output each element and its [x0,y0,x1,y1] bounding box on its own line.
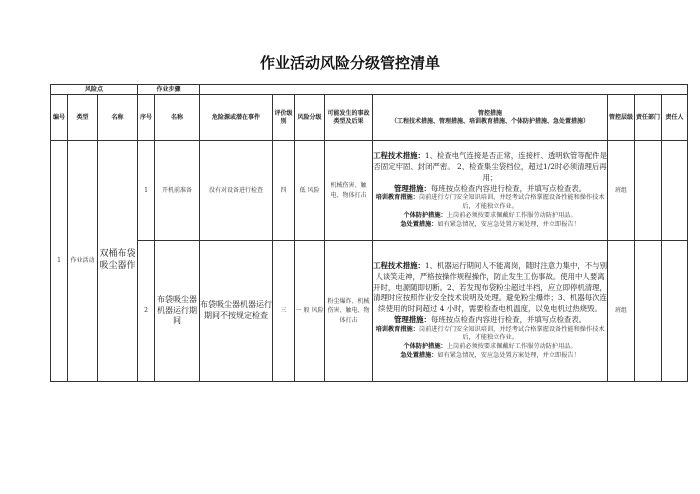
cell-person [662,241,688,382]
cell-step-name: 开机前准备 [155,141,200,241]
header-blank [200,85,688,95]
cell-controls [373,141,608,241]
cell-control-level: 班组 [608,141,635,241]
cell-step-name: 布袋吸尘器机器运行期间 [155,241,200,382]
cell-eval-level: 四 [273,141,295,241]
header-eval-level: 评价级别 [273,95,295,141]
header-step-name: 名称 [155,95,200,141]
header-accident: 可能发生的事故类型及后果 [325,95,373,141]
cell-risk-level: 低 风险 [295,141,325,241]
control-item: 急处置措施：如有紧急情况，安应急处置方案处理，并立即报告！ [400,352,580,359]
cell-hazard: 没有对设备进行检查 [200,141,273,241]
header-risk-level: 风险分级 [295,95,325,141]
risk-control-table [50,84,688,382]
control-item: 管理措施：每班按点检查内容进行检查，并填写点检查表。 [393,183,587,193]
table-row [51,141,688,241]
header-name: 名称 [98,95,138,141]
cell-person [662,141,688,241]
header-control-title: 管控措施 [478,109,503,117]
cell-group-type: 作业活动 [68,141,98,382]
cell-hazard: 布袋吸尘器机器运行期间不按规定检查 [200,241,273,382]
header-person: 责任人 [662,95,688,141]
header-dept: 责任部门 [635,95,662,141]
control-item: 个体防护措施：上岗前必须按要求佩戴好工作服劳动防护用品。 [403,343,577,351]
header-no: 编号 [51,95,68,141]
control-item: 个体防护措施：上岗前必须按要求佩戴好工作服劳动防护用品。 [403,211,577,219]
header-control [373,95,608,141]
cell-accident: 机械伤害、触电、物体打击 [325,141,373,241]
table-row [51,241,688,382]
cell-group-name: 双桶布袋吸尘器作 [98,141,138,382]
cell-dept [635,241,662,382]
page-title: 作业活动风险分级管控清单 [259,54,440,72]
cell-group-no: 1 [51,141,68,382]
control-item: 管理措施：每班按点检查内容进行检查，并填写点检查表。 [393,314,587,324]
control-item: 工程技术措施：1、检查电气连接是否正常，连接杆、透明软管等配件是否固定牢固、封闭严密。 2、检查集尘袋档位，超过1/2时必须清理后再用； [373,151,607,182]
control-item: 培训教育措施：岗前进行专门安全知识培训，并经考试合格掌握设备性能和操作技术后，才能独立作业。 [375,325,605,342]
control-item: 培训教育措施：岗前进行专门安全知识培训，并经考试合格掌握设备性能和操作技术后，才能独立作业。 [375,194,605,211]
cell-seq: 2 [138,241,155,382]
cell-eval-level: 三 [273,241,295,382]
header-risk-point: 风险点 [51,85,138,95]
header-seq: 序号 [138,95,155,141]
cell-dept [635,141,662,241]
header-hazard: 危险源或潜在事件 [200,95,273,141]
header-work-step: 作业步骤 [138,85,200,95]
control-item: 工程技术措施：1、机器运行期间人不能离岗，随时注意力集中，不与别人谈笑走神，严格按操作规程操作，防止发生工伤事故。使用中人要离开时，电源随即切断。2、若发现布袋粉尘超过半档，应立即停机清理，清理时应按照作业安全技术说明及处理。避免粉尘爆炸；3、机器每次连续使用的时间超过 4 小时，需要检查电机温度，以免电机过热烧毁。 [373,261,607,314]
header-type: 类型 [68,95,98,141]
control-item: 急处置措施：如有紧急情况，安应急处置方案处理，并立即报告！ [400,220,580,228]
cell-control-level: 班组 [608,241,635,382]
cell-controls [373,241,608,382]
header-control-sub: （工程技术措施、管理措施、培训教育措施、个体防护措施、急处置措施） [391,117,590,125]
cell-risk-level: 一 般 风险 [295,241,325,382]
cell-accident: 粉尘爆炸、机械伤害、触电、物体打击 [325,241,373,382]
header-control-level: 管控层级 [608,95,635,141]
cell-seq: 1 [138,141,155,241]
